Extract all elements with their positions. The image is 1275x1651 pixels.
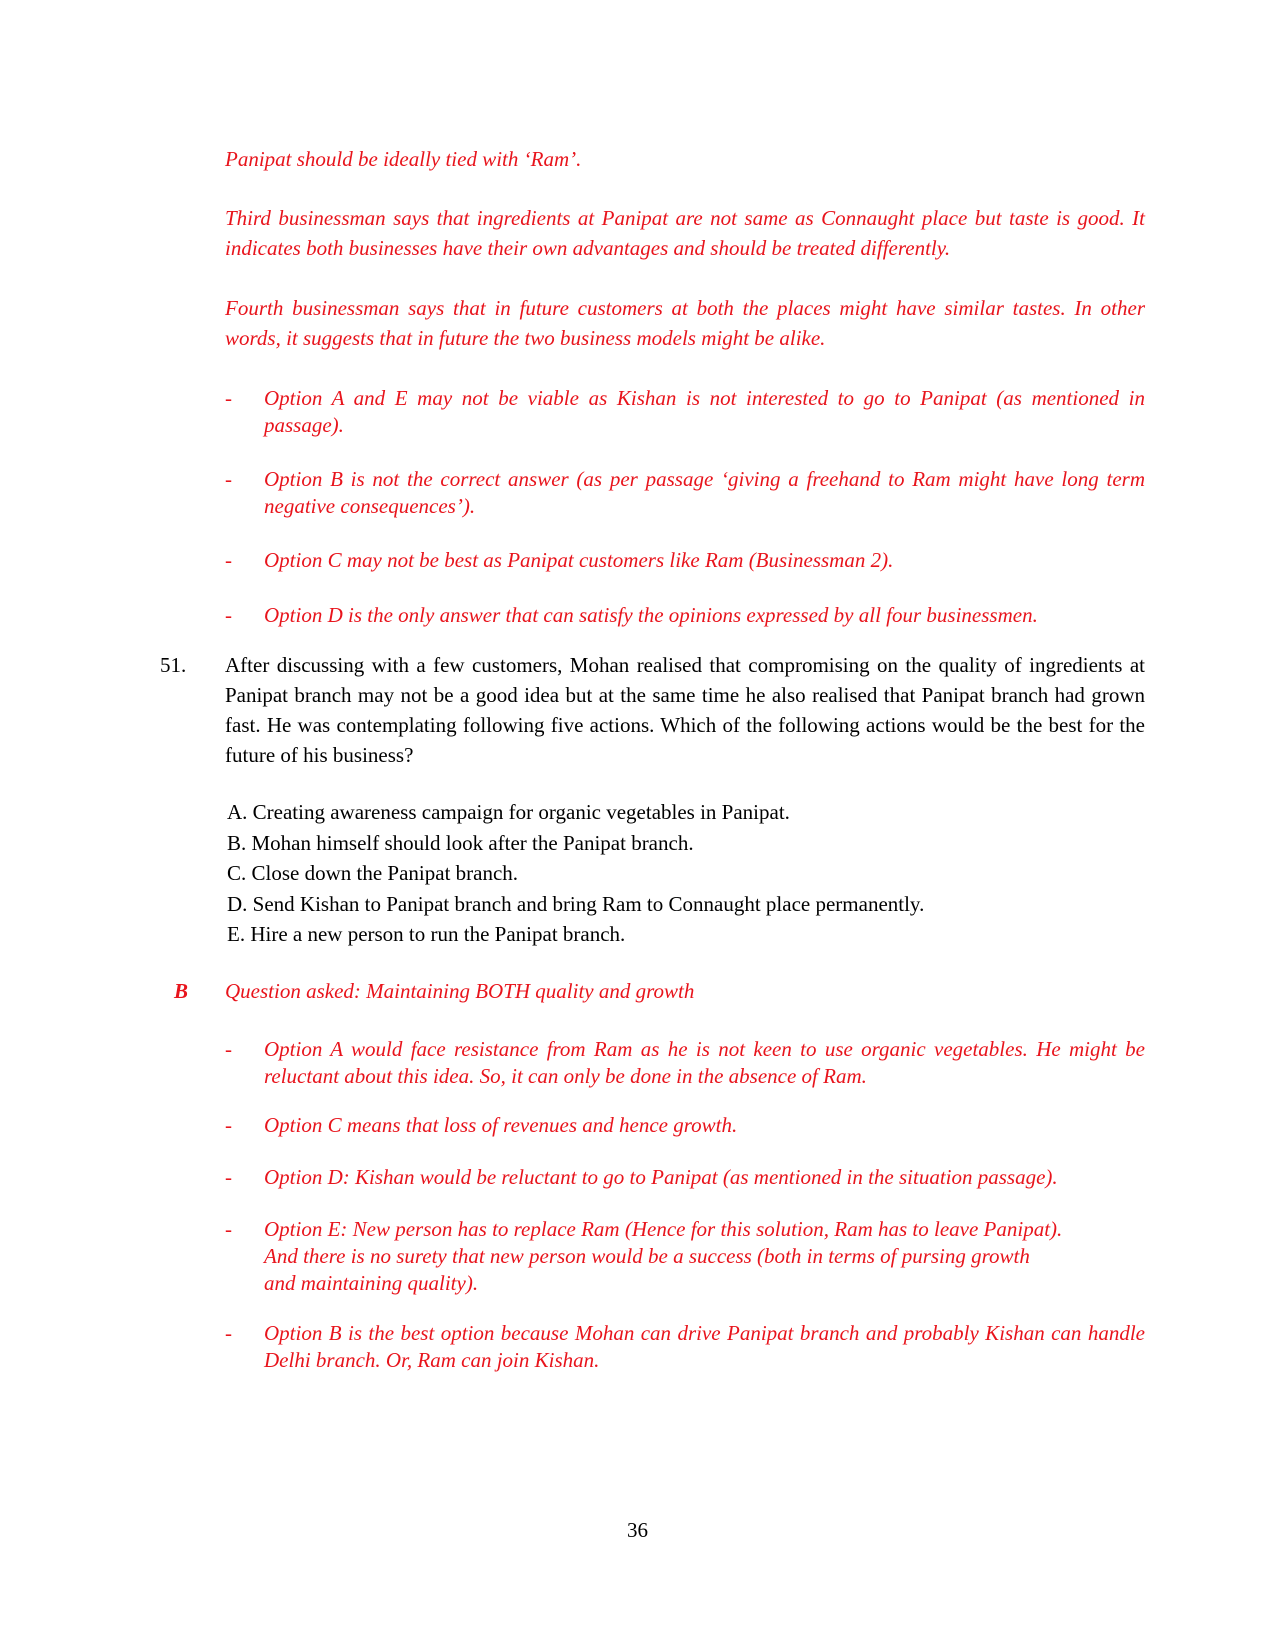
page-number: 36 bbox=[627, 1518, 648, 1542]
option-d: D. Send Kishan to Panipat branch and bring Ram to Connaught place permanently. bbox=[227, 891, 925, 916]
bullet-text: Option C may not be best as Panipat customers like Ram (Businessman 2). bbox=[264, 548, 894, 572]
bullet-text: Option A would face resistance from Ram as he is not keen to use organic vegetables. He might be reluctant about this idea. So, it can only be done in the absence of Ram. bbox=[264, 1037, 1145, 1088]
bullet-text: Option A and E may not be viable as Kishan is not interested to go to Panipat (as mentioned in passage). bbox=[264, 386, 1145, 437]
option-e: E. Hire a new person to run the Panipat branch. bbox=[227, 922, 626, 946]
bullet-dash: - bbox=[225, 1321, 232, 1345]
explanation-bullet-4 bbox=[225, 602, 1145, 629]
explanation-paragraph-2: Third businessman says that ingredients at Panipat are not same as Connaught place but taste is good. It indicates both businesses have their own advantages and should be treated differently. bbox=[225, 206, 1145, 260]
explanation-bullet-3 bbox=[225, 547, 1145, 574]
answer-bullet-3 bbox=[225, 1164, 1145, 1191]
question-text: After discussing with a few customers, Mohan realised that compromising on the quality of ingredients at Panipat branch may not be a good idea but at the same time he also realised that Panipat branch had grown fast. He was contemplating following five actions. Which of the following actions would be the best for the future of his business? bbox=[225, 653, 1145, 767]
bullet-dash: - bbox=[225, 548, 232, 572]
bullet-dash: - bbox=[225, 1165, 232, 1189]
question-number: 51. bbox=[160, 653, 187, 677]
bullet-dash: - bbox=[225, 603, 232, 627]
bullet-dash: - bbox=[225, 467, 232, 491]
bullet-dash: - bbox=[225, 386, 232, 410]
answer-bullet-4 bbox=[225, 1216, 1145, 1297]
bullet-text: Option B is the best option because Mohan can drive Panipat branch and probably Kishan can handle Delhi branch. Or, Ram can join Kishan. bbox=[264, 1321, 1145, 1372]
bullet-text: Option B is not the correct answer (as per passage ‘giving a freehand to Ram might have long term negative consequences’). bbox=[264, 467, 1145, 518]
bullet-dash: - bbox=[225, 1113, 232, 1137]
explanation-bullet-1 bbox=[225, 385, 1145, 439]
answer-bullet-2 bbox=[225, 1112, 1145, 1139]
explanation-paragraph-3: Fourth businessman says that in future customers at both the places might have similar tastes. In other words, it suggests that in future the two business models might be alike. bbox=[225, 296, 1145, 350]
bullet-dash: - bbox=[225, 1037, 232, 1061]
answer-letter: B bbox=[174, 979, 189, 1003]
option-c: C. Close down the Panipat branch. bbox=[227, 861, 519, 885]
bullet-text: Option D: Kishan would be reluctant to go to Panipat (as mentioned in the situation passage). bbox=[264, 1165, 1058, 1189]
bullet-dash: - bbox=[225, 1217, 232, 1241]
bullet-text: Option D is the only answer that can satisfy the opinions expressed by all four businessmen. bbox=[264, 603, 1038, 627]
explanation-bullet-2 bbox=[225, 466, 1145, 520]
option-b: B. Mohan himself should look after the Panipat branch. bbox=[227, 830, 694, 855]
answer-question-asked: Question asked: Maintaining BOTH quality and growth bbox=[225, 979, 695, 1003]
answer-bullet-5 bbox=[225, 1320, 1145, 1374]
bullet-text: Option C means that loss of revenues and hence growth. bbox=[264, 1113, 738, 1137]
answer-bullet-1 bbox=[225, 1036, 1145, 1090]
bullet-text: Option E: New person has to replace Ram (Hence for this solution, Ram has to leave Panipat). And there is no surety that new person would be a success (both in terms of pursing growth and maintaining quality). bbox=[264, 1217, 1063, 1295]
explanation-paragraph-1: Panipat should be ideally tied with ‘Ram’. bbox=[225, 147, 582, 171]
option-a: A. Creating awareness campaign for organic vegetables in Panipat. bbox=[227, 800, 790, 824]
question-options bbox=[227, 797, 924, 950]
